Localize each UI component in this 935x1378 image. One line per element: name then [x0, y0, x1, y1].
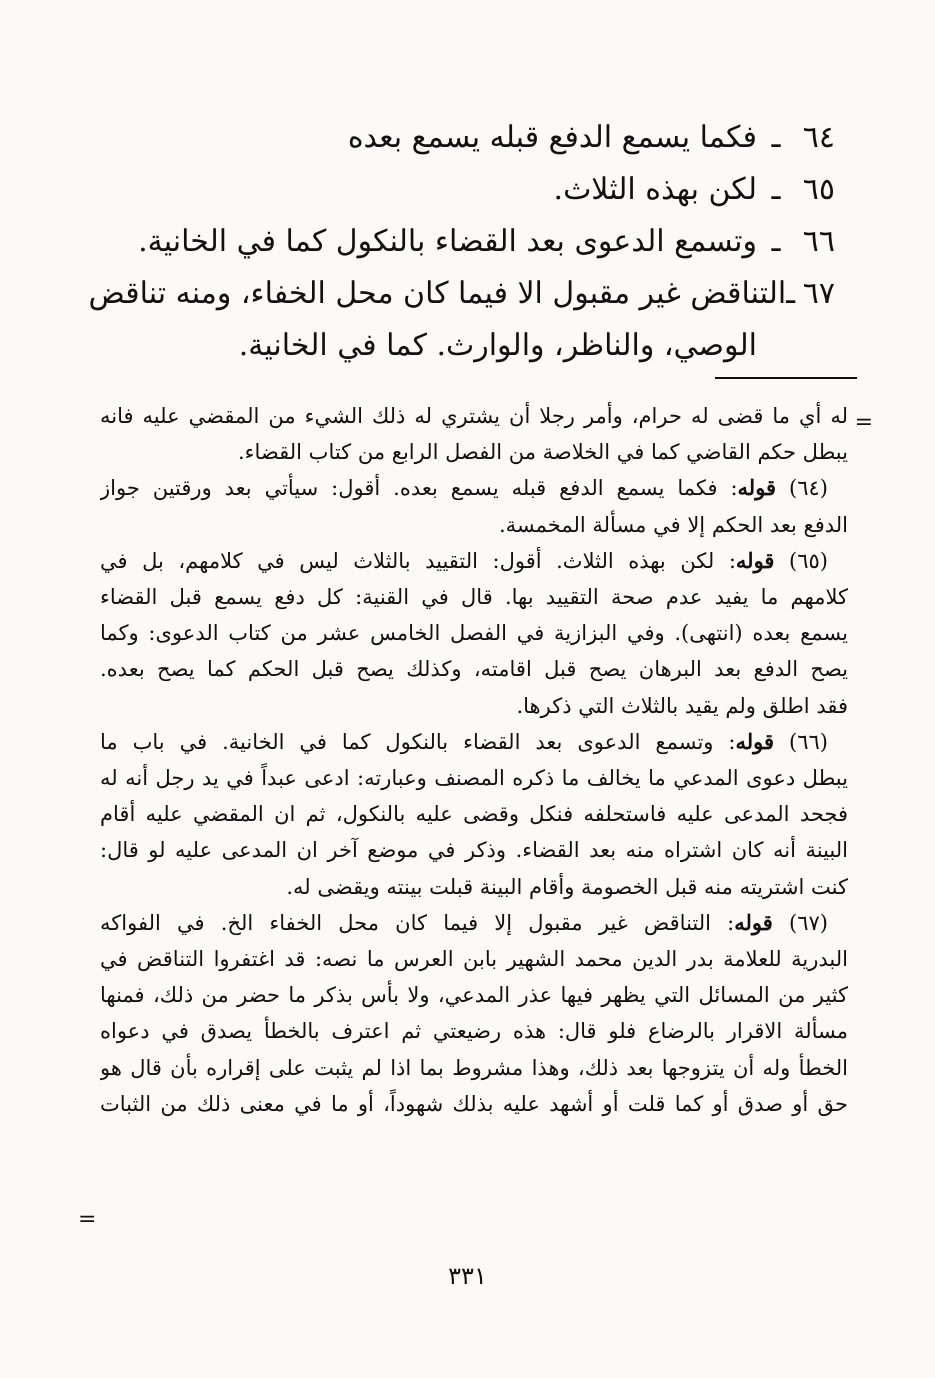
footnote-text: له أي ما قضى له حرام، وأمر رجلا أن يشتري له ذلك الشيء من المقضي عليه فانه [100, 404, 848, 428]
footnote-line [100, 977, 848, 1013]
main-text-block [88, 112, 835, 372]
footnote-line [100, 1086, 848, 1122]
footnote-text: : التناقض غير مقبول إلا فيما كان محل الخفاء الخ. في الفواكه [100, 910, 735, 935]
item-text: لكن بهذه الثلاث. [553, 172, 757, 207]
main-item [88, 268, 835, 320]
footnote-text: يبطل دعوى المدعي ما يخالف ما ذكره المصنف وعبارته: ادعى عبداً في يد رجل أنه له [100, 766, 848, 791]
footnote-keyword: قوله [734, 909, 773, 935]
footnote-line [100, 1013, 848, 1049]
item-number: ٦٤ [802, 120, 835, 155]
footnote-line [100, 398, 848, 434]
footnote-text: : لكن بهذه الثلاث. أقول: التقييد بالثلاث ليس في كلامهم، بل في [100, 548, 736, 573]
footnote-line [100, 688, 848, 724]
footnote-line [100, 796, 848, 832]
item-number: ٦٧ [802, 276, 835, 311]
main-item [100, 164, 835, 216]
item-text: فكما يسمع الدفع قبله يسمع بعده [347, 120, 757, 155]
footnote-line [100, 470, 848, 506]
footnote-text: فجحد المدعى عليه فاستحلفه فنكل وقضى عليه بالنكول، ثم ان المقضي عليه أقام [100, 802, 848, 827]
footnote-line [100, 760, 848, 796]
footnote-text: : فكما يسمع الدفع قبله يسمع بعده. أقول: سيأتي بعد ورقتين جواز [100, 476, 738, 501]
footnote-line [100, 543, 848, 579]
footnote-line [100, 651, 848, 687]
footnote-text: يبطل حكم القاضي كما في الخلاصة من الفصل الرابع من كتاب القضاء. [237, 440, 848, 465]
footnote-text: مسألة الاقرار بالرضاع فلو قال: هذه رضيعتي ثم اعترف بالخطأ يصدق في دعواه [100, 1019, 848, 1044]
item-dash: ـ [786, 276, 795, 311]
footnote-text: يصح الدفع بعد البرهان يصح قبل اقامته، وكذلك يصح قبل الحكم كما يصح بعده. [100, 657, 848, 682]
footnote-line [100, 941, 848, 977]
page-number: ٣٣١ [448, 1262, 487, 1290]
continuation-mark-top: = [854, 410, 873, 435]
footnote-text: الخطأ وله أن يتزوجها بعد ذلك، وهذا مشروط بما اذا لم يثبت على إقراره بأن قال هو [100, 1055, 848, 1080]
item-dash: ـ [771, 224, 781, 259]
footnote-line [100, 507, 848, 543]
footnote-text: : وتسمع الدعوى بعد القضاء بالنكول كما في الخانية. في باب ما [100, 729, 736, 754]
footnote-number: (٦٤) [789, 476, 828, 501]
footnote-line [100, 615, 848, 651]
footnote-keyword: قوله [735, 547, 775, 573]
footnotes-block [100, 398, 848, 1122]
footnote-line [100, 434, 848, 470]
footnote-number: (٦٥) [789, 548, 828, 573]
footnote-text: كلامهم ما يفيد عدم صحة التقييد بها. قال في القنية: كل دفع يسمع قبل القضاء [100, 585, 848, 610]
main-item [100, 216, 835, 268]
footnote-text: البدرية للعلامة بدر الدين محمد الشهير بابن العرس ما نصه: قد اغتفروا التناقض في [100, 947, 848, 972]
footnote-text: كنت اشتريته منه قبل الخصومة وأقام البينة قبلت بينته ويقضى له. [286, 874, 848, 899]
footnote-text: حق أو صدق أو كما قلت أو أشهد عليه بذلك شهوداً، أو ما في معنى ذلك من الثبات [100, 1091, 848, 1116]
footnote-line [100, 905, 848, 941]
footnote-number: (٦٦) [789, 729, 828, 754]
footnote-line [100, 832, 848, 868]
main-item [100, 112, 835, 164]
item-dash: ـ [771, 120, 781, 155]
footnote-separator-rule [715, 377, 857, 379]
item-text: وتسمع الدعوى بعد القضاء بالنكول كما في الخانية. [138, 224, 757, 259]
item-number: ٦٦ [802, 224, 835, 259]
continuation-mark-bottom: = [78, 1207, 97, 1232]
footnote-number: (٦٧) [789, 910, 828, 935]
footnote-line [100, 579, 848, 615]
footnote-text: فقد اطلق ولم يقيد بالثلاث التي ذكرها. [516, 693, 848, 718]
footnote-line [100, 869, 848, 905]
item-number: ٦٥ [802, 172, 835, 207]
footnote-text: الدفع بعد الحكم إلا في مسألة المخمسة. [498, 512, 848, 537]
item-text: التناقض غير مقبول الا فيما كان محل الخفاء، ومنه تناقض [88, 276, 787, 311]
main-item-continuation: الوصي، والناظر، والوارث. كما في الخانية. [238, 328, 757, 363]
footnote-keyword: قوله [735, 728, 775, 754]
footnote-text: يسمع بعده (انتهى). وفي البزازية في الفصل الخامس عشر من كتاب الدعوى: وكما [100, 621, 848, 646]
footnote-text: كثير من المسائل التي يظهر فيها عذر المدعي، ولا بأس بذكر ما حضر من ذلك، فمنها [100, 983, 848, 1008]
footnote-text: البينة أنه كان اشتراه منه بعد القضاء. وذكر في موضع آخر ان المدعى عليه لو قال: [100, 838, 848, 863]
footnote-keyword: قوله [737, 475, 777, 501]
item-dash: ـ [771, 172, 781, 207]
footnote-line [100, 724, 848, 760]
footnote-line [100, 1050, 848, 1086]
